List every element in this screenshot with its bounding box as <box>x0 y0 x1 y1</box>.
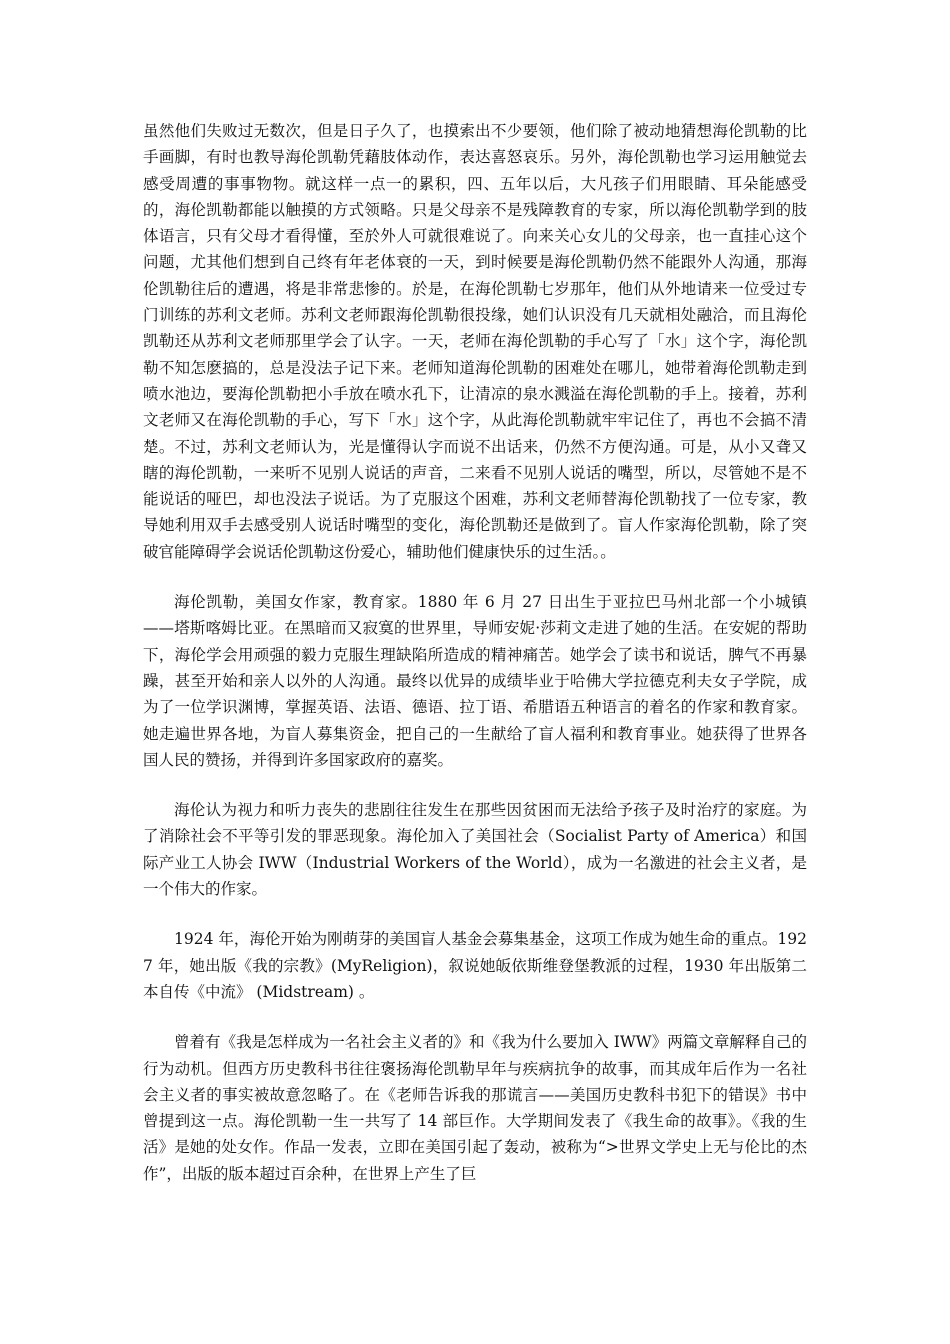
paragraph-3: 海伦认为视力和听力丧失的悲剧往往发生在那些因贫困而无法给予孩子及时治疗的家庭。为了消除社会不平等引发的罪恶现象。海伦加入了美国社会（Socialist Party of America）和国际产业工人协会 IWW（Industrial Workers of the World），成为一名激进的社会主义者，是一个伟大的作家。 <box>143 801 807 899</box>
paragraph-5: 曾着有《我是怎样成为一名社会主义者的》和《我为什么要加入 IWW》两篇文章解释自己的行为动机。但西方历史教科书往往褒扬海伦凯勒早年与疾病抗争的故事，而其成年后作为一名社会主义者的事实被故意忽略了。在《老师告诉我的那谎言——美国历史教科书犯下的错误》书中曾提到这一点。海伦凯勒一生一共写了 14 部巨作。大学期间发表了《我生命的故事》。《我的生活》是她的处女作。作品一发表，立即在美国引起了轰动，被称为“>世界文学史上无与伦比的杰作”，出版的版本超过百余种，在世界上产生了巨 <box>143 1033 807 1183</box>
document-body <box>143 118 807 1211</box>
paragraph-1: 虽然他们失败过无数次，但是日子久了，也摸索出不少要领，他们除了被动地猜想海伦凯勒的比手画脚，有时也教导海伦凯勒凭藉肢体动作，表达喜怒哀乐。另外，海伦凯勒也学习运用触觉去感受周遭的事事物物。就这样一点一的累积，四、五年以后，大凡孩子们用眼睛、耳朵能感受的，海伦凯勒都能以触摸的方式领略。只是父母亲不是残障教育的专家，所以海伦凯勒学到的肢体语言，只有父母才看得懂，至於外人可就很难说了。向来关心女儿的父母亲，也一直挂心这个问题，尤其他们想到自己终有年老体衰的一天，到时候要是海伦凯勒仍然不能跟外人沟通，那海伦凯勒往后的遭遇，将是非常悲惨的。於是，在海伦凯勒七岁那年，他们从外地请来一位受过专门训练的苏利文老师。苏利文老师跟海伦凯勒很投缘，她们认识没有几天就相处融洽，而且海伦凯勒还从苏利文老师那里学会了认字。一天，老师在海伦凯勒的手心写了「水」这个字，海伦凯勒不知怎麽搞的，总是没法子记下来。老师知道海伦凯勒的困难处在哪儿，她带着海伦凯勒走到喷水池边，要海伦凯勒把小手放在喷水孔下，让清凉的泉水溅溢在海伦凯勒的手上。接着，苏利文老师又在海伦凯勒的手心，写下「水」这个字，从此海伦凯勒就牢牢记住了，再也不会搞不清楚。不过，苏利文老师认为，光是懂得认字而说不出话来，仍然不方便沟通。可是，从小又聋又瞎的海伦凯勒，一来听不见别人说话的声音，二来看不见别人说话的嘴型，所以，尽管她不是不能说话的哑巴，却也没法子说话。为了克服这个困难，苏利文老师替海伦凯勒找了一位专家，教导她利用双手去感受别人说话时嘴型的变化，海伦凯勒还是做到了。盲人作家海伦凯勒，除了突破官能障碍学会说话伦凯勒这份爱心，辅助他们健康快乐的过生活。。 <box>143 122 807 561</box>
paragraph-4: 1924 年，海伦开始为刚萌芽的美国盲人基金会募集基金，这项工作成为她生命的重点。1927 年，她出版《我的宗教》(MyReligion)，叙说她皈依斯维登堡教派的过程，1930 年出版第二本自传《中流》 (Midstream) 。 <box>143 930 807 1001</box>
paragraph-2: 海伦凯勒，美国女作家，教育家。1880 年 6 月 27 日出生于亚拉巴马州北部一个小城镇——塔斯喀姆比亚。在黑暗而又寂寞的世界里，导师安妮·莎莉文走进了她的生活。在安妮的帮助下，海伦学会用顽强的毅力克服生理缺陷所造成的精神痛苦。她学会了读书和说话，脾气不再暴躁，甚至开始和亲人以外的人沟通。最终以优异的成绩毕业于哈佛大学拉德克利夫女子学院，成为了一位学识渊博，掌握英语、法语、德语、拉丁语、希腊语五种语言的着名的作家和教育家。她走遍世界各地，为盲人募集资金，把自己的一生献给了盲人福利和教育事业。她获得了世界各国人民的赞扬，并得到许多国家政府的嘉奖。 <box>143 593 807 769</box>
